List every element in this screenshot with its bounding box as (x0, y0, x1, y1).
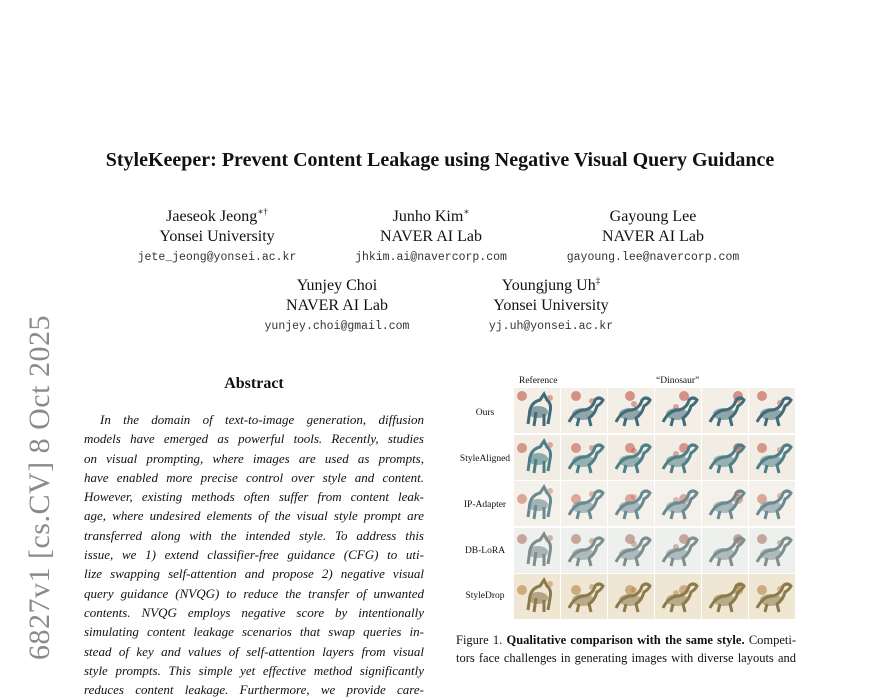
abstract-heading: Abstract (224, 375, 284, 392)
author-3 (543, 207, 763, 269)
reference-horse-image (514, 388, 560, 433)
column-header-prompt: “Dinosaur” (656, 376, 700, 386)
dinosaur-image (655, 435, 701, 480)
author-email: jhkim.ai@navercorp.com (355, 251, 507, 264)
author-name: Yunjey Choi (296, 277, 378, 294)
dinosaur-image (655, 481, 701, 526)
abstract-line: lize swapping self-attention and propose 2) negative visual (84, 566, 424, 582)
abstract-line: simulating content leakage scenarios that swap queries in- (84, 624, 424, 640)
author-email: yj.uh@yonsei.ac.kr (488, 320, 614, 333)
abstract-line: In the domain of text-to-image generation, diffusion (100, 412, 424, 427)
reference-horse-image (514, 481, 560, 526)
row-label-ip-adapter: IP-Adapter (463, 500, 507, 510)
figure-1 (456, 374, 796, 620)
abstract-line: reduces content leakage. Furthermore, we provide care- (84, 682, 424, 698)
author-5 (441, 276, 661, 338)
author-affiliation: Yonsei University (493, 297, 609, 314)
author-name: Jaeseok Jeong∗† (166, 206, 268, 225)
dinosaur-image (655, 388, 701, 433)
dinosaur-image (702, 388, 748, 433)
reference-horse-image (514, 574, 560, 619)
reference-horse-image (514, 435, 560, 480)
reference-horse-image (514, 528, 560, 573)
abstract-line: contents. NVQG employs negative score by intentionally (84, 604, 424, 620)
dinosaur-image (655, 528, 701, 573)
dinosaur-image (749, 574, 795, 619)
caption-line: tors face challenges in generating images with diverse layouts and (456, 651, 796, 665)
abstract-line: transferred along with the intended style. To address this (84, 527, 424, 543)
dinosaur-image (749, 388, 795, 433)
abstract-line: However, existing methods often suffer from content leak- (84, 489, 424, 505)
dinosaur-image (655, 574, 701, 619)
abstract-line: age, where undesired elements of the visual style prompt are (84, 508, 424, 524)
author-1 (107, 207, 327, 269)
arxiv-identifier: 6827v1 [cs.CV] 8 Oct 2025 (23, 315, 56, 660)
image-grid (514, 388, 796, 620)
row-label-db-lora: DB-LoRA (464, 546, 506, 556)
row-label-ours: Ours (475, 408, 495, 418)
dinosaur-image (702, 481, 748, 526)
dinosaur-image (749, 481, 795, 526)
author-name: Youngjung Uh‡ (501, 275, 601, 294)
author-email: gayoung.lee@navercorp.com (566, 251, 740, 264)
abstract-line: stead of key and values of self-attention layers from visual (84, 643, 424, 659)
dinosaur-image (608, 481, 654, 526)
dinosaur-image (749, 435, 795, 480)
author-4 (227, 276, 447, 338)
caption-line: Figure 1. Qualitative comparison with the same style. Competi- (456, 633, 797, 647)
paper-title: StyleKeeper: Prevent Content Leakage using Negative Visual Query Guidance (105, 149, 775, 171)
dinosaur-image (608, 435, 654, 480)
abstract-line: style prompts. This simple yet effective method significantly (84, 662, 424, 678)
abstract-line: on visual prompting, where images are used as prompts, (84, 450, 424, 466)
abstract-line: have enabled more precise control over style and content. (84, 469, 424, 485)
author-affiliation: NAVER AI Lab (286, 297, 388, 314)
dinosaur-image (561, 481, 607, 526)
author-name: Gayoung Lee (609, 208, 697, 225)
dinosaur-image (608, 388, 654, 433)
author-email: yunjey.choi@gmail.com (264, 320, 410, 333)
dinosaur-image (561, 435, 607, 480)
dinosaur-image (561, 574, 607, 619)
dinosaur-image (608, 574, 654, 619)
figure-caption (456, 631, 796, 667)
abstract-line: issue, we 1) extend classifier-free guidance (CFG) to uti- (84, 547, 424, 563)
dinosaur-image (608, 528, 654, 573)
abstract-line: query guidance (NVQG) to reduce the transfer of unwanted (84, 585, 424, 601)
dinosaur-image (702, 574, 748, 619)
author-affiliation: NAVER AI Lab (602, 228, 704, 245)
dinosaur-image (702, 528, 748, 573)
dinosaur-image (561, 528, 607, 573)
author-2 (321, 207, 541, 269)
author-affiliation: NAVER AI Lab (380, 228, 482, 245)
author-affiliation: Yonsei University (159, 228, 275, 245)
dinosaur-image (702, 435, 748, 480)
row-label-styledrop: StyleDrop (465, 591, 505, 601)
dinosaur-image (749, 528, 795, 573)
dinosaur-image (561, 388, 607, 433)
abstract-line: models have emerged as powerful tools. Recently, studies (84, 431, 424, 447)
row-label-stylealigned: StyleAligned (459, 454, 511, 464)
author-email: jete_jeong@yonsei.ac.kr (137, 251, 297, 264)
column-header-reference: Reference (519, 376, 558, 386)
author-name: Junho Kim∗ (392, 206, 470, 225)
abstract-body (84, 410, 424, 699)
